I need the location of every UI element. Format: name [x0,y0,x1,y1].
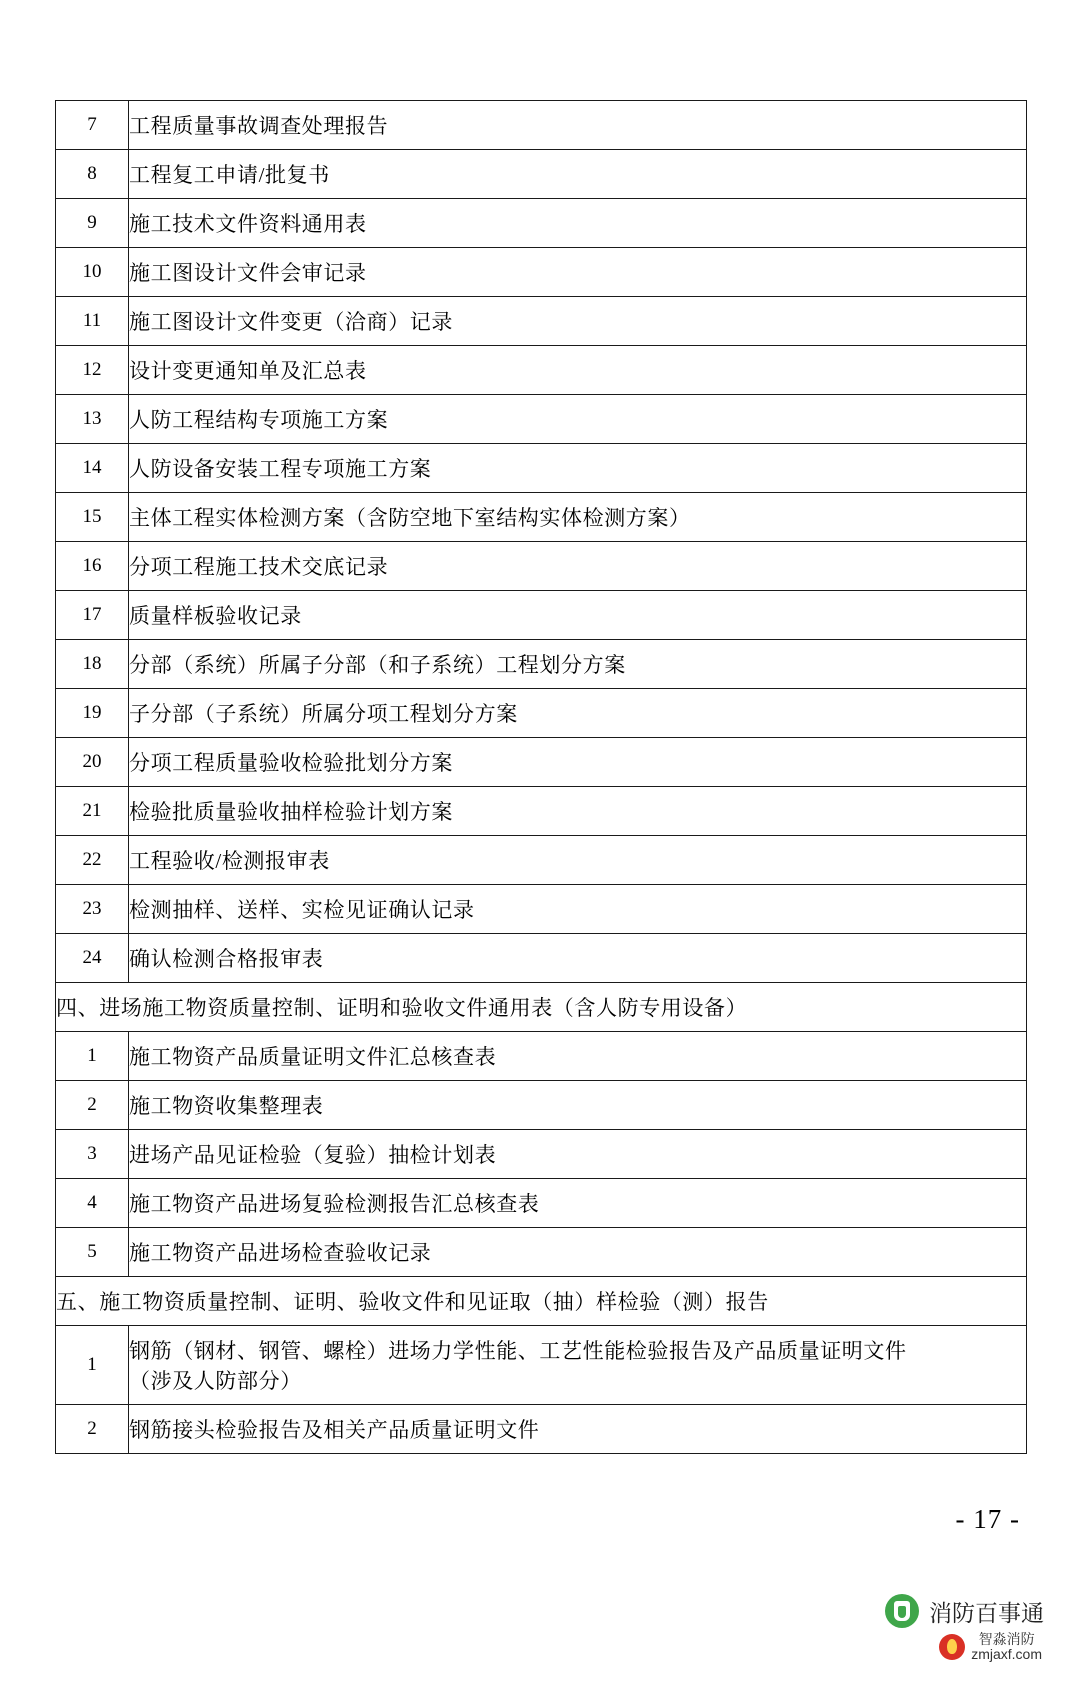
watermark-badge-line1: 智淼消防 [978,1631,1035,1647]
row-number: 14 [56,444,129,493]
row-number: 1 [56,1032,129,1081]
row-number: 20 [56,738,129,787]
watermark-account-name: 消防百事通 [929,1599,1044,1626]
row-title: 质量样板验收记录 [129,591,1027,640]
row-number: 13 [56,395,129,444]
row-title: 工程复工申请/批复书 [129,150,1027,199]
row-title: 检测抽样、送样、实检见证确认记录 [129,885,1027,934]
section-heading: 五、施工物资质量控制、证明、验收文件和见证取（抽）样检验（测）报告 [56,1277,1027,1326]
row-number: 2 [56,1081,129,1130]
row-title: 主体工程实体检测方案（含防空地下室结构实体检测方案） [129,493,1027,542]
row-number: 9 [56,199,129,248]
row-title: 确认检测合格报审表 [129,934,1027,983]
row-title: 施工物资产品进场复验检测报告汇总核查表 [129,1179,1027,1228]
row-title: 进场产品见证检验（复验）抽检计划表 [129,1130,1027,1179]
row-number: 7 [56,101,129,150]
row-number: 19 [56,689,129,738]
table-row [56,1228,1027,1277]
row-number: 3 [56,1130,129,1179]
row-title: 钢筋接头检验报告及相关产品质量证明文件 [129,1405,1027,1454]
watermark-account [885,1594,1044,1628]
table-row [56,885,1027,934]
page-number: - 17 - [955,1504,1020,1534]
section-row [56,983,1027,1032]
row-number: 17 [56,591,129,640]
row-number: 2 [56,1405,129,1454]
table-row [56,248,1027,297]
table-row [56,689,1027,738]
row-number: 15 [56,493,129,542]
table-row [56,934,1027,983]
row-title: 施工物资产品进场检查验收记录 [129,1228,1027,1277]
row-title: 检验批质量验收抽样检验计划方案 [129,787,1027,836]
row-number: 16 [56,542,129,591]
table-row [56,787,1027,836]
table-row [56,297,1027,346]
row-number: 10 [56,248,129,297]
row-title-line2: （涉及人防部分） [129,1369,302,1393]
table-row [56,1081,1027,1130]
row-number: 5 [56,1228,129,1277]
row-title: 分项工程质量验收检验批划分方案 [129,738,1027,787]
table-row [56,591,1027,640]
table-row [56,444,1027,493]
row-number: 22 [56,836,129,885]
table-row [56,395,1027,444]
row-number: 18 [56,640,129,689]
row-number: 8 [56,150,129,199]
table-row [56,346,1027,395]
row-number: 12 [56,346,129,395]
table-row [56,1326,1027,1405]
watermark-badge-text [971,1632,1042,1661]
table-row [56,199,1027,248]
row-title: 施工图设计文件变更（洽商）记录 [129,297,1027,346]
row-title: 人防设备安装工程专项施工方案 [129,444,1027,493]
row-title: 分部（系统）所属子分部（和子系统）工程划分方案 [129,640,1027,689]
row-title: 施工物资收集整理表 [129,1081,1027,1130]
table-row [56,1032,1027,1081]
section-row [56,1277,1027,1326]
section-heading: 四、进场施工物资质量控制、证明和验收文件通用表（含人防专用设备） [56,983,1027,1032]
table-row [56,640,1027,689]
watermark-badge [939,1632,1042,1661]
watermark-badge-line2: zmjaxf.com [971,1645,1042,1662]
table-row [56,1130,1027,1179]
table-row [56,1405,1027,1454]
row-title: 施工技术文件资料通用表 [129,199,1027,248]
table-row [56,101,1027,150]
row-number: 11 [56,297,129,346]
row-title: 设计变更通知单及汇总表 [129,346,1027,395]
row-number: 23 [56,885,129,934]
table-row [56,738,1027,787]
row-title: 分项工程施工技术交底记录 [129,542,1027,591]
table-row [56,1179,1027,1228]
row-title: 工程验收/检测报审表 [129,836,1027,885]
row-title [129,1326,1027,1405]
table-body [56,101,1027,1454]
flame-icon [939,1634,965,1660]
row-number: 21 [56,787,129,836]
fire-extinguisher-icon [885,1594,919,1628]
table-row [56,836,1027,885]
row-number: 24 [56,934,129,983]
archive-document-list-table [55,100,1027,1454]
row-title: 施工物资产品质量证明文件汇总核查表 [129,1032,1027,1081]
row-title-line1: 钢筋（钢材、钢管、螺栓）进场力学性能、工艺性能检验报告及产品质量证明文件 [129,1339,907,1363]
row-title: 施工图设计文件会审记录 [129,248,1027,297]
row-title: 工程质量事故调查处理报告 [129,101,1027,150]
table-row [56,542,1027,591]
row-title: 人防工程结构专项施工方案 [129,395,1027,444]
row-title: 子分部（子系统）所属分项工程划分方案 [129,689,1027,738]
table-row [56,493,1027,542]
table-row [56,150,1027,199]
row-number: 4 [56,1179,129,1228]
row-number: 1 [56,1326,129,1405]
